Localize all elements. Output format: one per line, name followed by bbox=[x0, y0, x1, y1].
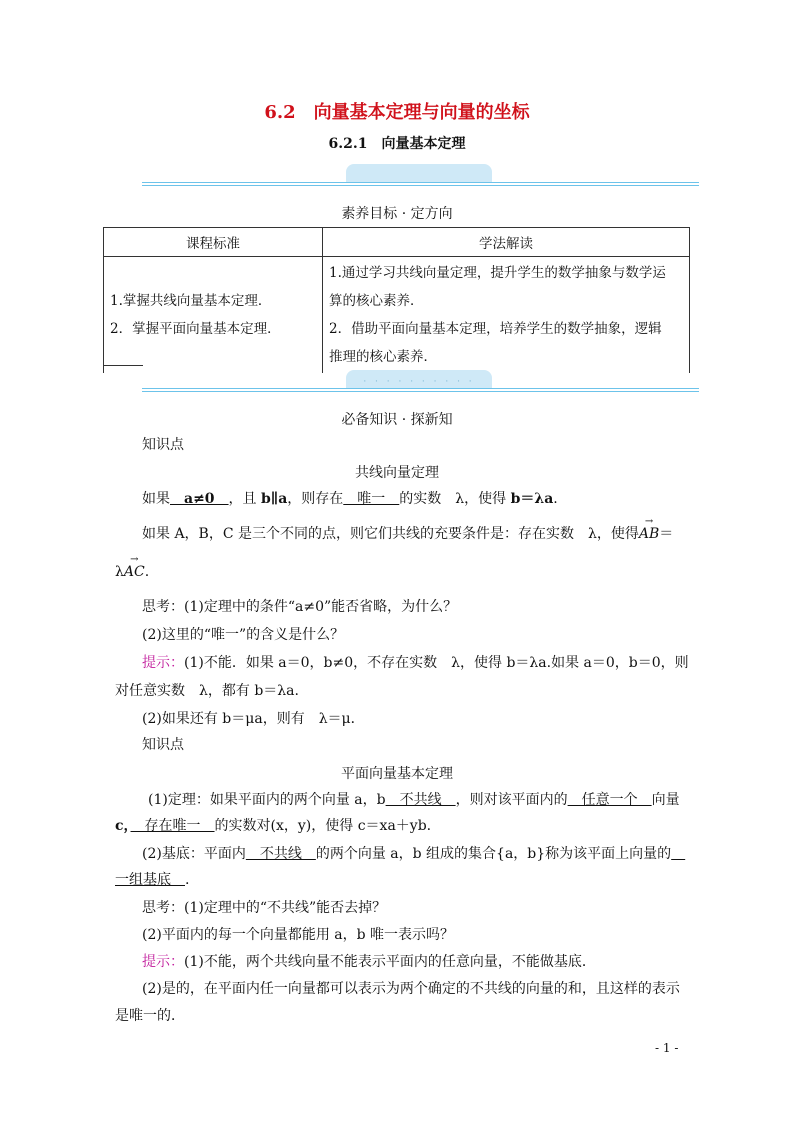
banner-dots: · · · · · · · · · · bbox=[363, 377, 475, 387]
think-question: 思考：(1)定理中的“不共线”能否去掉？ bbox=[142, 900, 387, 916]
knowledge-point-label: 知识点 bbox=[142, 437, 184, 453]
hint-line: 提示：(1)不能．如果 a＝0，b≠0，不存在实数 λ，使得 b＝λa.如果 a＝0，b＝0，则 bbox=[142, 655, 689, 671]
theorem-line: (1)定理：如果平面内的两个向量 a，b 不共线 ，则对该平面内的 任意一个 向量 bbox=[148, 792, 680, 808]
list-item: 1.掌握共线向量基本定理． bbox=[110, 293, 272, 309]
standard-cell bbox=[104, 257, 323, 374]
think-question: (2)平面内的每一个向量都能用 a，b 唯一表示吗？ bbox=[142, 927, 455, 943]
theorem-line: λ→ AC. bbox=[115, 558, 695, 586]
hint-line: 对任意实数 λ，都有 b＝λa. bbox=[115, 683, 299, 699]
list-item: 1.通过学习共线向量定理，提升学生的数学抽象与数学运 bbox=[329, 265, 666, 281]
think-question: (2)这里的“唯一”的含义是什么？ bbox=[142, 627, 345, 643]
knowledge-heading: 必备知识 · 探新知 bbox=[341, 412, 453, 428]
section-subtitle: 6.2.1 向量基本定理 bbox=[328, 136, 466, 152]
method-cell bbox=[323, 257, 690, 374]
hint-line: (2)是的，在平面内任一向量都可以表示为两个确定的不共线的向量的和，且这样的表示 bbox=[142, 981, 680, 997]
theorem-line: c， 存在唯一 的实数对(x，y)，使得 c＝xa＋yb. bbox=[115, 818, 432, 834]
hint-line: 是唯一的． bbox=[115, 1008, 185, 1024]
think-question: 思考：(1)定理中的条件“a≠0”能否省略，为什么？ bbox=[142, 599, 458, 615]
theorem-line: 一组基底 . bbox=[115, 872, 190, 888]
list-item: 2．掌握平面向量基本定理． bbox=[110, 321, 281, 337]
hint-label: 提示： bbox=[142, 655, 184, 671]
table-bottom-stub bbox=[103, 365, 143, 366]
list-item: 2．借助平面向量基本定理，培养学生的数学抽象，逻辑 bbox=[329, 321, 662, 337]
objectives-table bbox=[103, 227, 690, 373]
page-number: - 1 - bbox=[655, 1041, 679, 1055]
hint-line: (2)如果还有 b＝μa，则有 λ＝μ． bbox=[142, 711, 365, 727]
table-header-standard: 课程标准 bbox=[104, 228, 323, 257]
theorem-line: 如果 a≠0 ，且 b∥a，则存在 唯一 的实数 λ，使得 b＝λa. bbox=[142, 491, 558, 507]
banner-rule bbox=[142, 388, 699, 392]
page-title: 6.2 向量基本定理与向量的坐标 bbox=[264, 102, 530, 123]
hint-line: 提示：(1)不能，两个共线向量不能表示平面内的任意向量，不能做基底． bbox=[142, 954, 596, 970]
theorem-line: 如果 A，B，C 是三个不同的点，则它们共线的充要条件是：存在实数 λ，使得→ AB＝ bbox=[142, 520, 722, 548]
section-title: 共线向量定理 bbox=[355, 465, 439, 481]
list-item: 推理的核心素养． bbox=[329, 349, 437, 365]
section-title: 平面向量基本定理 bbox=[341, 766, 453, 782]
table-header-method: 学法解读 bbox=[323, 228, 690, 257]
banner-rule bbox=[142, 182, 699, 186]
theorem-line: (2)基底：平面内 不共线 的两个向量 a，b 组成的集合{a，b}称为该平面上向量的 bbox=[142, 846, 672, 862]
knowledge-point-label: 知识点 bbox=[142, 737, 184, 753]
banner-tab bbox=[346, 164, 492, 182]
list-item: 算的核心素养． bbox=[329, 293, 424, 309]
hint-label: 提示： bbox=[142, 954, 184, 970]
objectives-heading: 素养目标 · 定方向 bbox=[341, 206, 453, 222]
